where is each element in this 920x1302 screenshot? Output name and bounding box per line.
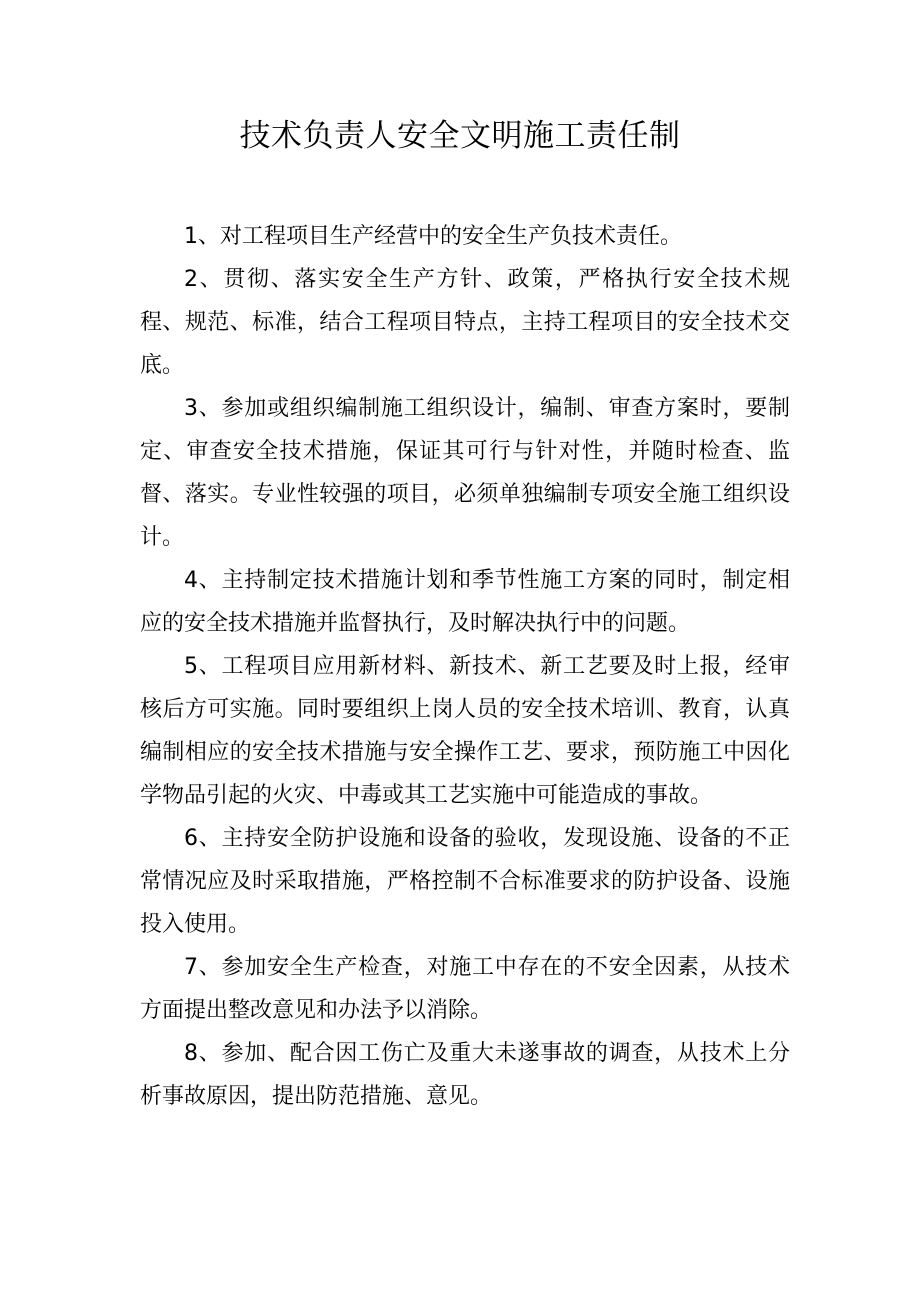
clause-3: 3、参加或组织编制施工组织设计，编制、审查方案时，要制定、审查安全技术措施，保证其可行与针对性，并随时检查、监督、落实。专业性较强的项目，必须单独编制专项安全施工组织设计。 — [140, 396, 790, 550]
clause-7: 7、参加安全生产检查，对施工中存在的不安全因素，从技术方面提出整改意见和办法予以消除。 — [140, 955, 790, 1023]
document-body — [140, 215, 790, 1118]
clause-8: 8、参加、配合因工伤亡及重大未遂事故的调查，从技术上分析事故原因，提出防范措施、意见。 — [140, 1041, 790, 1109]
clause-1: 1、对工程项目生产经营中的安全生产负技术责任。 — [184, 224, 682, 249]
clause-6: 6、主持安全防护设施和设备的验收，发现设施、设备的不正常情况应及时采取措施，严格控制不合标准要求的防护设备、设施投入使用。 — [140, 826, 790, 937]
clause-5: 5、工程项目应用新材料、新技术、新工艺要及时上报，经审核后方可实施。同时要组织上岗人员的安全技术培训、教育，认真编制相应的安全技术措施与安全操作工艺、要求，预防施工中因化学物品引起的火灾、中毒或其工艺实施中可能造成的事故。 — [140, 654, 790, 808]
clause-2: 2、贯彻、落实安全生产方针、政策，严格执行安全技术规程、规范、标准，结合工程项目特点，主持工程项目的安全技术交底。 — [140, 267, 790, 378]
clause-4: 4、主持制定技术措施计划和季节性施工方案的同时，制定相应的安全技术措施并监督执行，及时解决执行中的问题。 — [140, 568, 790, 636]
document-title: 技术负责人安全文明施工责任制 — [239, 118, 681, 154]
